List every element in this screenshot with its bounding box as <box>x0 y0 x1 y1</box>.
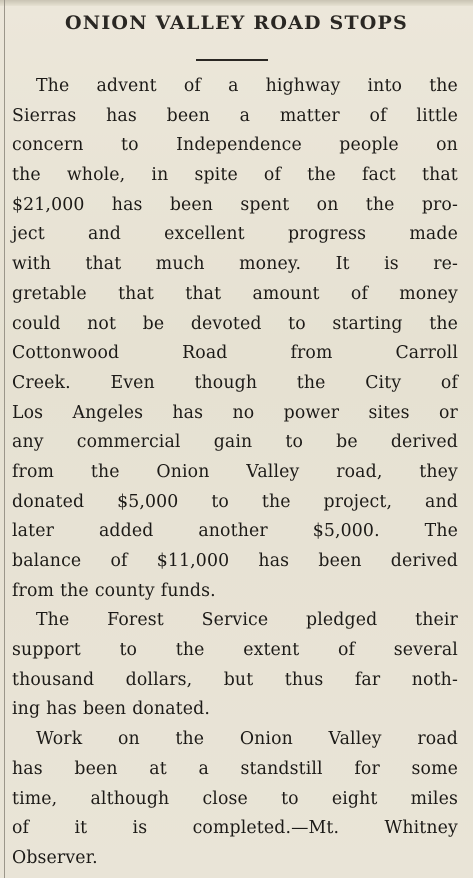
text-line: The Forest Service pledged their <box>36 610 458 631</box>
text-line: from the Onion Valley road, they <box>12 461 458 482</box>
text-line: Los Angeles has no power sites or <box>12 402 458 423</box>
text-line: Observer. <box>12 847 98 868</box>
paragraph <box>12 606 458 725</box>
text-line: the whole, in spite of the fact that <box>12 165 458 186</box>
text-line: Cottonwood Road from Carroll <box>12 343 458 364</box>
article-body <box>12 72 458 874</box>
text-line: thousand dollars, but thus far noth- <box>12 669 458 690</box>
text-line: ject and excellent progress made <box>12 224 458 245</box>
text-line: concern to Independence people on <box>12 135 458 156</box>
text-line: support to the extent of several <box>12 640 458 661</box>
text-line: Work on the Onion Valley road <box>36 729 458 750</box>
top-border <box>0 0 473 6</box>
text-line: Sierras has been a matter of little <box>12 105 458 126</box>
text-line: later added another $5,000. The <box>12 521 458 542</box>
article-headline: ONION VALLEY ROAD STOPS <box>65 12 408 34</box>
text-line: ing has been donated. <box>12 699 211 720</box>
headline-rule <box>196 59 268 61</box>
text-line: donated $5,000 to the project, and <box>12 491 458 512</box>
text-line: has been at a standstill for some <box>12 758 458 779</box>
text-line: time, although close to eight miles <box>12 788 458 809</box>
text-line: could not be devoted to starting the <box>12 313 458 334</box>
text-line: $21,000 has been spent on the pro- <box>12 194 458 215</box>
text-line: from the county funds. <box>12 580 216 601</box>
paragraph <box>12 725 458 873</box>
text-line: any commercial gain to be derived <box>12 432 458 453</box>
text-line: Creek. Even though the City of <box>12 372 458 393</box>
paragraph <box>12 72 458 606</box>
text-line: The advent of a highway into the <box>36 76 458 96</box>
column-rule <box>4 0 5 878</box>
text-line: gretable that that amount of money <box>12 283 458 304</box>
text-line: of it is completed.—Mt. Whitney <box>12 818 458 839</box>
text-line: balance of $11,000 has been derived <box>12 551 458 571</box>
text-line: with that much money. It is re- <box>12 254 458 275</box>
